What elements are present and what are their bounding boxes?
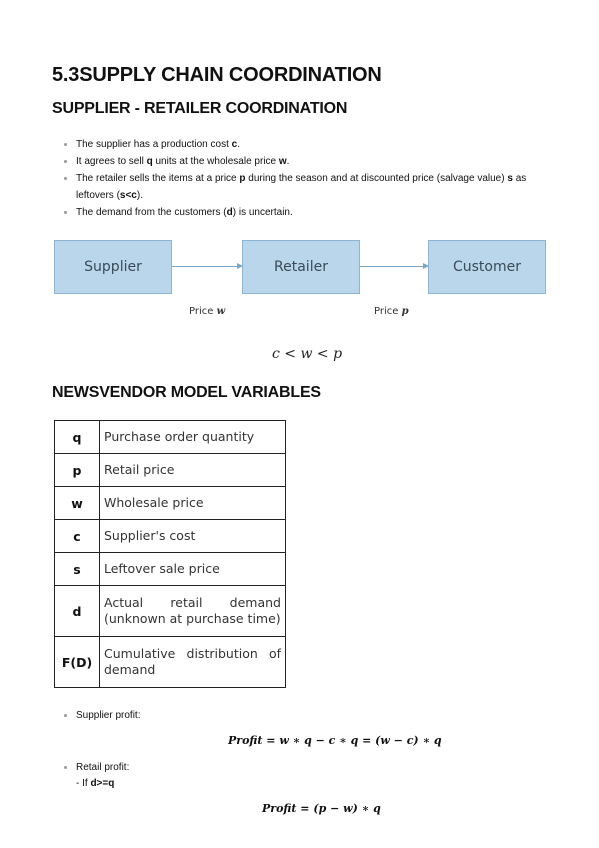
variable-symbol: c — [55, 520, 100, 553]
variable-description: Retail price — [100, 454, 286, 487]
table-row — [55, 454, 286, 487]
bullet-list — [62, 136, 542, 221]
diagram-box-supplier: Supplier — [54, 240, 172, 294]
price-label-p: Price p — [374, 306, 409, 317]
table-row — [55, 487, 286, 520]
arrow-retailer-customer — [360, 266, 428, 267]
variable-description: Wholesale price — [100, 487, 286, 520]
retail-profit-bullet: Retail profit: — [62, 760, 129, 775]
variable-symbol: w — [55, 487, 100, 520]
variable-description: Leftover sale price — [100, 553, 286, 586]
variable-symbol: s — [55, 553, 100, 586]
price-label-w: Price w — [189, 306, 226, 317]
list-item: The retailer sells the items at a price p during the season and at discounted price (salvage value) s as leftovers (s<c). — [62, 170, 542, 204]
arrow-supplier-retailer — [172, 266, 242, 267]
table-row — [55, 421, 286, 454]
diagram-box-retailer: Retailer — [242, 240, 360, 294]
supplier-profit-formula: Profit = w ∗ q − c ∗ q = (w − c) ∗ q — [228, 734, 442, 747]
variable-symbol: p — [55, 454, 100, 487]
variable-description: Actual retail demand (unknown at purchase time) — [100, 586, 286, 637]
list-item: The supplier has a production cost c. — [62, 136, 542, 153]
variable-symbol: q — [55, 421, 100, 454]
section-heading-coordination: SUPPLIER - RETAILER COORDINATION — [52, 100, 348, 117]
retail-profit-condition: - If d>=q — [76, 778, 115, 789]
page-title: 5.3SUPPLY CHAIN COORDINATION — [52, 64, 382, 86]
diagram-box-customer: Customer — [428, 240, 546, 294]
variable-symbol: F(D) — [55, 637, 100, 688]
list-item: The demand from the customers (d) is uncertain. — [62, 204, 542, 221]
variable-symbol: d — [55, 586, 100, 637]
section-heading-variables: NEWSVENDOR MODEL VARIABLES — [52, 384, 321, 401]
table-row — [55, 520, 286, 553]
table-row — [55, 637, 286, 688]
table-row — [55, 553, 286, 586]
table-row — [55, 586, 286, 637]
variable-description: Purchase order quantity — [100, 421, 286, 454]
price-inequality: c < w < p — [272, 346, 343, 362]
variable-description: Cumulative distribution of demand — [100, 637, 286, 688]
supplier-profit-bullet: Supplier profit: — [62, 708, 140, 723]
variable-description: Supplier's cost — [100, 520, 286, 553]
list-item: It agrees to sell q units at the wholesale price w. — [62, 153, 542, 170]
variables-table — [54, 420, 286, 688]
retail-profit-formula: Profit = (p − w) ∗ q — [262, 802, 381, 815]
